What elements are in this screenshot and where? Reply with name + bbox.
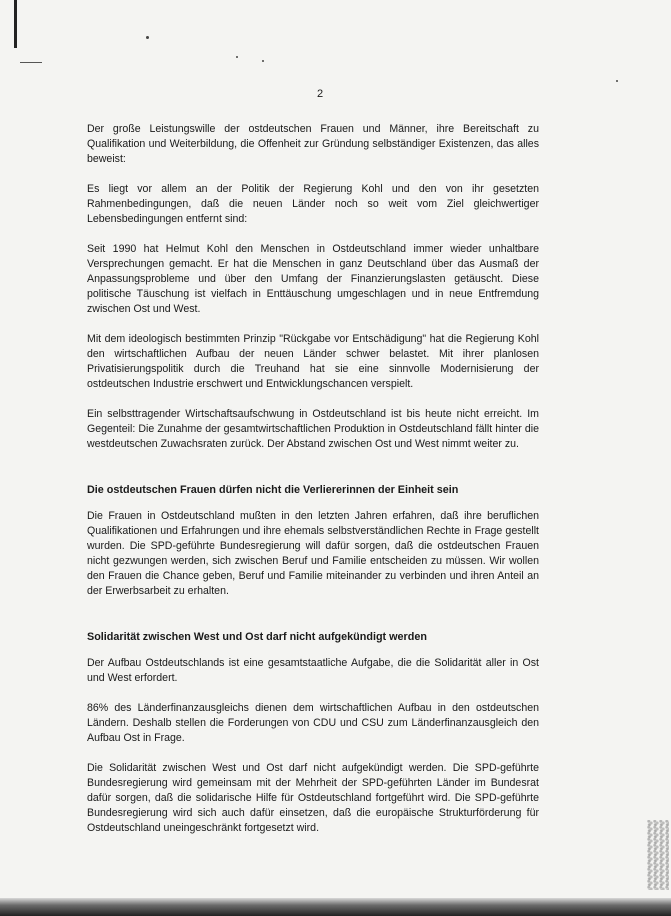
scan-bottom-edge (0, 898, 671, 916)
paragraph: Der Aufbau Ostdeutschlands ist eine gesamtstaatliche Aufgabe, die die Solidarität aller in Ost und West erfordert. (87, 657, 539, 684)
paragraph: Mit dem ideologisch bestimmten Prinzip "Rückgabe vor Entschädigung" hat die Regierung Kohl den wirtschaftlichen Aufbau der neuen Länder schwer belastet. Mit ihrer planlosen Privatisierungspolitik durch die Treuhand hat sie eine sinnvolle Modernisierung der ostdeutschen Industrie erschwert und Entwicklungschancen verspielt. (87, 333, 539, 390)
section-heading: Solidarität zwischen West und Ost darf nicht aufgekündigt werden (87, 631, 427, 643)
paragraph: 86% des Länderfinanzausgleichs dienen dem wirtschaftlichen Aufbau in den ostdeutschen Ländern. Deshalb stellen die Forderungen von CDU und CSU zum Länderfinanzausgleich den Aufbau Ost in Frage. (87, 702, 539, 744)
page-number: 2 (316, 88, 324, 100)
scan-speck (236, 56, 238, 58)
scan-speck (262, 60, 264, 62)
scan-edge-tick (20, 62, 42, 63)
paragraph: Der große Leistungswille der ostdeutschen Frauen und Männer, ihre Bereitschaft zu Qualifikation und Weiterbildung, die Offenheit zur Gründung selbständiger Existenzen, das alles beweist: (87, 123, 539, 165)
document-body (87, 122, 539, 851)
section-heading: Die ostdeutschen Frauen dürfen nicht die Verliererinnen der Einheit sein (87, 484, 459, 496)
scan-speck (616, 80, 618, 82)
paragraph: Die Frauen in Ostdeutschland mußten in den letzten Jahren erfahren, daß ihre beruflichen Qualifikationen und Erfahrungen und ihre ehemals selbstverständlichen Rechte in Frage gestellt wurden. Die SPD-geführte Bundesregierung will dafür sorgen, daß die ostdeutschen Frauen nicht gezwungen werden, sich zwischen Beruf und Familie entscheiden zu müssen. Wir wollen den Frauen die Chance geben, Beruf und Familie miteinander zu verbinden und ihren Anteil an der Erwerbsarbeit zu erhalten. (87, 510, 539, 597)
scan-speck (146, 36, 149, 39)
paragraph: Ein selbsttragender Wirtschaftsaufschwung in Ostdeutschland ist bis heute nicht erreicht. Im Gegenteil: Die Zunahme der gesamtwirtschaftlichen Produktion in Ostdeutschland fällt hinter die westdeutschen Zuwachsraten zurück. Der Abstand zwischen Ost und West nimmt weiter zu. (87, 408, 539, 450)
paragraph: Die Solidarität zwischen West und Ost darf nicht aufgekündigt werden. Die SPD-geführte Bundesregierung wird gemeinsam mit der Mehrheit der SPD-geführten Länder im Bundesrat dafür sorgen, daß die solidarische Hilfe für Ostdeutschland fortgeführt wird. Die SPD-geführte Bundesregierung wird sich auch dafür einsetzen, daß die europäische Strukturförderung für Ostdeutschland uneingeschränkt fortgesetzt wird. (87, 762, 539, 834)
scan-noise (647, 820, 669, 890)
paragraph: Es liegt vor allem an der Politik der Regierung Kohl und den von ihr gesetzten Rahmenbedingungen, daß die neuen Länder noch so weit vom Ziel gleichwertiger Lebensbedingungen entfernt sind: (87, 183, 539, 225)
scan-edge-mark (14, 0, 17, 48)
paragraph: Seit 1990 hat Helmut Kohl den Menschen in Ostdeutschland immer wieder unhaltbare Versprechungen gemacht. Er hat die Menschen in ganz Deutschland über das Ausmaß der Anpassungsprobleme und über den Umfang der Finanzierungslasten getäuscht. Diese politische Täuschung ist vielfach in Enttäuschung umgeschlagen und in neue Entfremdung zwischen Ost und West. (87, 243, 539, 315)
